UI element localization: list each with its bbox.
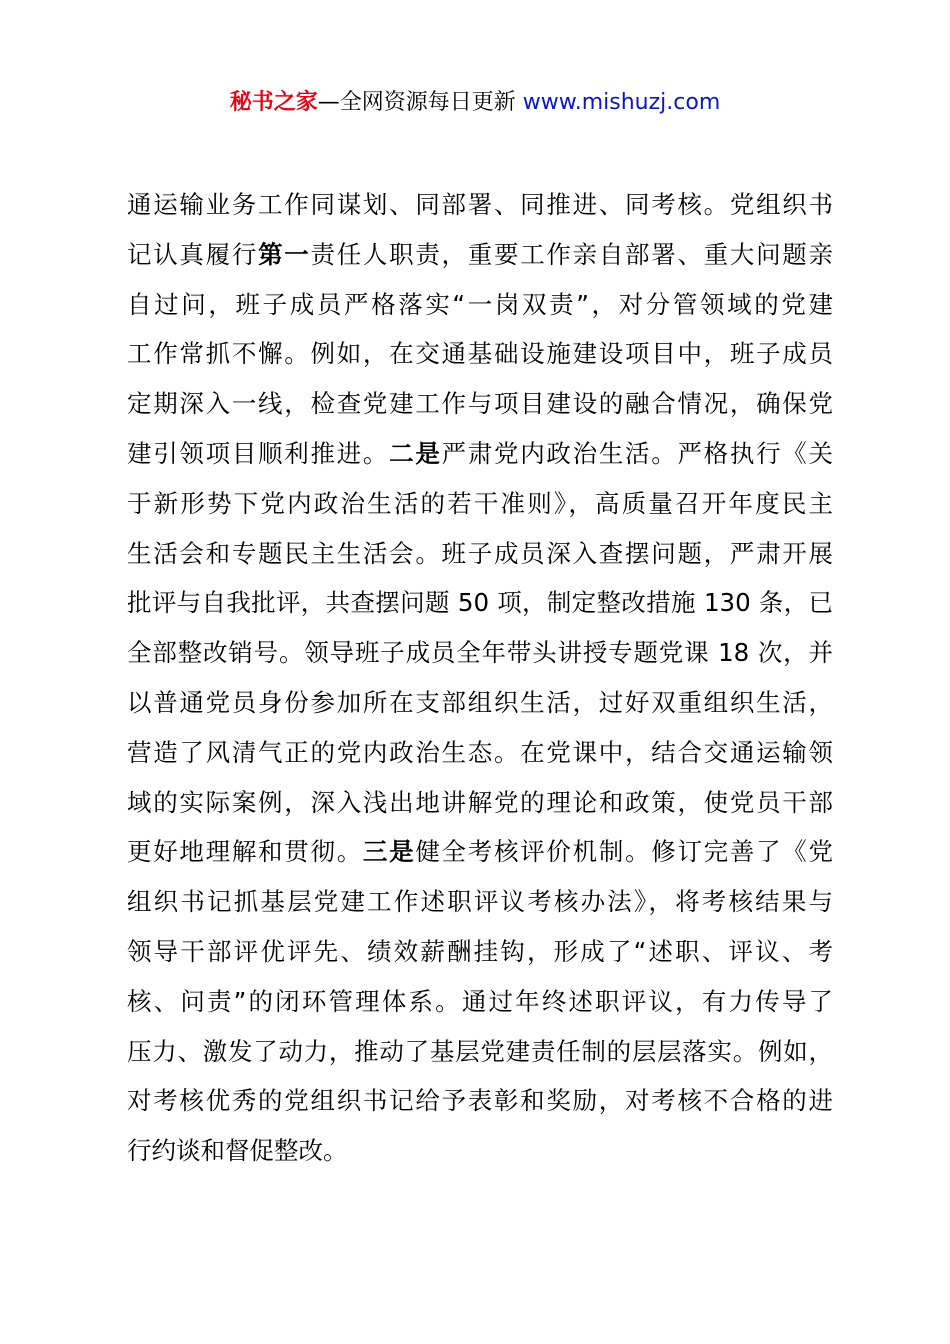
text-segment: 定期深入一线，检查党建工作与项目建设的融合情况，确保党 — [127, 389, 833, 419]
page-header — [0, 86, 950, 120]
text-line — [127, 379, 833, 429]
text-line — [127, 529, 833, 579]
text-segment: 批评与自我批评，共查摆问题 50 项，制定整改措施 130 条，已 — [127, 588, 833, 618]
text-segment: 组织书记抓基层党建工作述职评议考核办法》，将考核结果与 — [127, 887, 833, 917]
text-segment: 建引领项目顺利推进。 — [127, 438, 390, 468]
text-segment: 领导干部评优评先、绩效薪酬挂钩，形成了“述职、评议、考 — [127, 936, 833, 966]
text-segment: 核、问责”的闭环管理体系。通过年终述职评议，有力传导了 — [127, 986, 833, 1016]
text-segment: 生活会和专题民主生活会。班子成员深入查摆问题，严肃开展 — [127, 538, 833, 568]
text-line — [127, 578, 833, 628]
text-segment: 于新形势下党内政治生活的若干准则》，高质量召开年度民主 — [127, 488, 833, 518]
text-line — [127, 180, 833, 230]
text-line — [127, 678, 833, 728]
body-paragraph — [127, 180, 833, 1176]
text-segment: 压力、激发了动力，推动了基层党建责任制的层层落实。例如， — [127, 1036, 833, 1066]
website-link[interactable]: www.mishuzj.com — [522, 90, 721, 115]
text-line — [127, 1126, 833, 1176]
text-line — [127, 429, 833, 479]
text-line — [127, 778, 833, 828]
text-line — [127, 230, 833, 280]
text-segment: 营造了风清气正的党内政治生态。在党课中，结合交通运输领 — [127, 737, 833, 767]
bold-text: 三是 — [362, 837, 416, 867]
text-segment: 更好地理解和贯彻。 — [127, 837, 363, 867]
text-segment: 对考核优秀的党组织书记给予表彰和奖励，对考核不合格的进 — [127, 1086, 833, 1116]
text-segment: 自过问，班子成员严格落实“一岗双责”，对分管领域的党建 — [127, 289, 833, 319]
text-segment: 域的实际案例，深入浅出地讲解党的理论和政策，使党员干部 — [127, 787, 833, 817]
text-line — [127, 329, 833, 379]
text-line — [127, 1076, 833, 1126]
text-segment: 以普通党员身份参加所在支部组织生活，过好双重组织生活， — [127, 687, 833, 717]
text-segment: 全部整改销号。领导班子成员全年带头讲授专题党课 18 次，并 — [127, 638, 833, 668]
text-segment: 责任人职责，重要工作亲自部署、重大问题亲 — [310, 239, 833, 269]
text-line — [127, 479, 833, 529]
text-segment: 健全考核评价机制。修订完善了《党 — [415, 837, 833, 867]
text-segment: 工作常抓不懈。例如，在交通基础设施建设项目中，班子成员 — [127, 339, 833, 369]
bold-text: 二是 — [389, 438, 442, 468]
text-line — [127, 827, 833, 877]
text-segment: 通运输业务工作同谋划、同部署、同推进、同考核。党组织书 — [127, 190, 833, 219]
text-line — [127, 1027, 833, 1077]
text-line — [127, 728, 833, 778]
text-segment: 记认真履行 — [127, 239, 259, 269]
brand-name: 秘书之家 — [229, 90, 318, 115]
header-tagline: —全网资源每日更新 — [317, 90, 523, 115]
bold-text: 第一 — [258, 239, 311, 269]
text-line — [127, 877, 833, 927]
text-line — [127, 628, 833, 678]
text-segment: 行约谈和督促整改。 — [127, 1136, 348, 1166]
text-line — [127, 927, 833, 977]
text-line — [127, 280, 833, 330]
text-line — [127, 977, 833, 1027]
text-segment: 严肃党内政治生活。严格执行《关 — [441, 438, 833, 468]
